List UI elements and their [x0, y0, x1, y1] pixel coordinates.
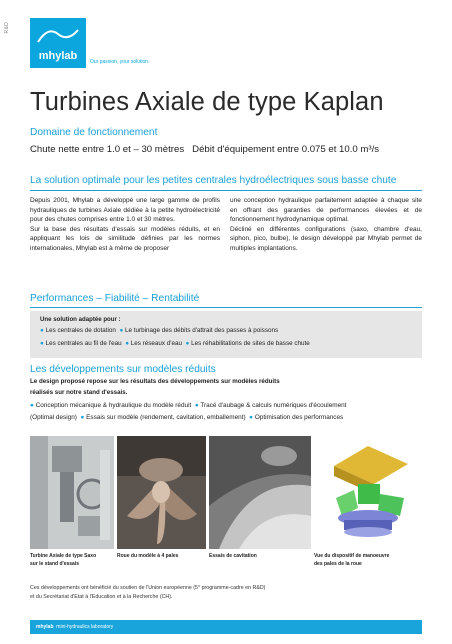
- application-item: Les réseaux d'eau: [130, 340, 183, 347]
- application-item: Les centrales de dotation: [45, 327, 116, 334]
- page-title: Turbines Axiale de type Kaplan: [30, 88, 384, 116]
- bullet-icon: ●: [185, 340, 190, 347]
- application-item: Le turbinage des débits d'attrait des passes à poissons: [125, 327, 279, 334]
- footer-text: mini-hydraulics laboratory: [56, 624, 114, 630]
- application-item: Les réhabilitations de sites de basse chute: [191, 340, 310, 347]
- head-range: Chute nette entre 1.0 et – 30 mètres: [30, 144, 185, 155]
- tagline: Our passion, your solution.: [90, 59, 150, 65]
- footer-bar: [30, 620, 422, 634]
- development-intro: Le design proposé repose sur les résultats des développements sur modèles réduits: [30, 378, 280, 385]
- applications-label: Une solution adaptée pour :: [40, 316, 121, 323]
- section-heading-domaine: Domaine de fonctionnement: [30, 127, 158, 138]
- footer-brand: mhylab: [36, 624, 54, 630]
- document-code: R&D: [4, 22, 10, 34]
- photo-caption: Essais de cavitation: [209, 553, 257, 559]
- funding-note: Ces développements ont bénéficié du soutien de l'Union européenne (5° programme-cadre en R&D) et du Secrétariat d'Etat à l'Education et à la Recherche (CH).: [30, 585, 266, 600]
- applications-row: [40, 340, 310, 347]
- bullet-icon: ●: [30, 402, 34, 409]
- intro-paragraph: Décliné en différentes configurations (saxo, chambre d'eau, siphon, pico, bulbe), le design développé par Mhylab permet de multiples implantations.: [230, 225, 422, 252]
- logo-text: mhylab: [38, 50, 78, 62]
- bullet-icon: ●: [194, 402, 199, 409]
- section-heading-performances: Performances – Fiabilité – Rentabilité: [30, 293, 200, 304]
- photo-saxo-turbine-test-stand: [30, 436, 114, 549]
- development-step: Conception mécanique & hydraulique du modèle réduit: [35, 402, 192, 409]
- bullet-icon: ●: [119, 327, 124, 334]
- development-steps-row: [30, 402, 346, 409]
- intro-paragraph: une conception hydraulique parfaitement adaptée à chaque site en offrant des garanties de performances élevées et de fonctionnement hydrodynamique optimal.: [230, 197, 422, 224]
- mhylab-logo: [30, 18, 86, 68]
- bullet-icon: ●: [80, 414, 85, 421]
- section-heading-solution: La solution optimale pour les petites centrales hydroélectriques sous basse chute: [30, 175, 397, 186]
- bullet-icon: ●: [40, 327, 44, 334]
- photo-caption: Roue du modèle à 4 pales: [117, 553, 179, 559]
- intro-paragraph: Depuis 2001, Mhylab a développé une large gamme de profils hydrauliques de turbines Axiale dédiée à la petite hydroélectricité pour des chutes comprises entre 1.0 et 30 mètres.: [30, 197, 220, 224]
- operating-range: [30, 144, 379, 155]
- development-step: Optimisation des performances: [254, 414, 344, 421]
- development-step: Tracé d'aubage & calculs numériques d'écoulement: [200, 402, 347, 409]
- bullet-icon: ●: [40, 340, 44, 347]
- divider: [30, 190, 422, 191]
- divider: [30, 307, 422, 308]
- photo-caption: Vue du dispositif de manoeuvre des pales de la roue: [314, 553, 390, 567]
- section-heading-developpements: Les développements sur modèles réduits: [30, 364, 216, 375]
- bullet-icon: ●: [125, 340, 129, 347]
- intro-left-column: [30, 196, 220, 254]
- development-step: Essais sur modèle (rendement, cavitation, emballement): [86, 414, 246, 421]
- intro-right-column: [230, 196, 422, 254]
- application-item: Les centrales au fil de l'eau: [45, 340, 122, 347]
- photo-cavitation-test: [209, 436, 311, 549]
- development-intro: réalisés sur notre stand d'essais.: [30, 389, 128, 396]
- logo-wave-icon: [36, 24, 80, 46]
- photo-four-blade-runner: [117, 436, 206, 549]
- intro-paragraph: Sur la base des résultats d'essais sur modèles réduits, et en appliquant les lois de similitude définies par les normes internationales, Mhylab est à même de proposer: [30, 225, 220, 252]
- development-step: (Optimal design): [30, 414, 77, 421]
- bullet-icon: ●: [249, 414, 254, 421]
- photo-caption: Turbine Axiale de type Saxo sur le stand d'essais: [30, 553, 97, 567]
- applications-row: [40, 327, 278, 334]
- applications-box: [30, 311, 422, 358]
- flow-range: Débit d'équipement entre 0.075 et 10.0 m³/s: [192, 144, 380, 155]
- photo-blade-mechanism-3d-view: [314, 436, 422, 549]
- development-steps-row: [30, 414, 343, 421]
